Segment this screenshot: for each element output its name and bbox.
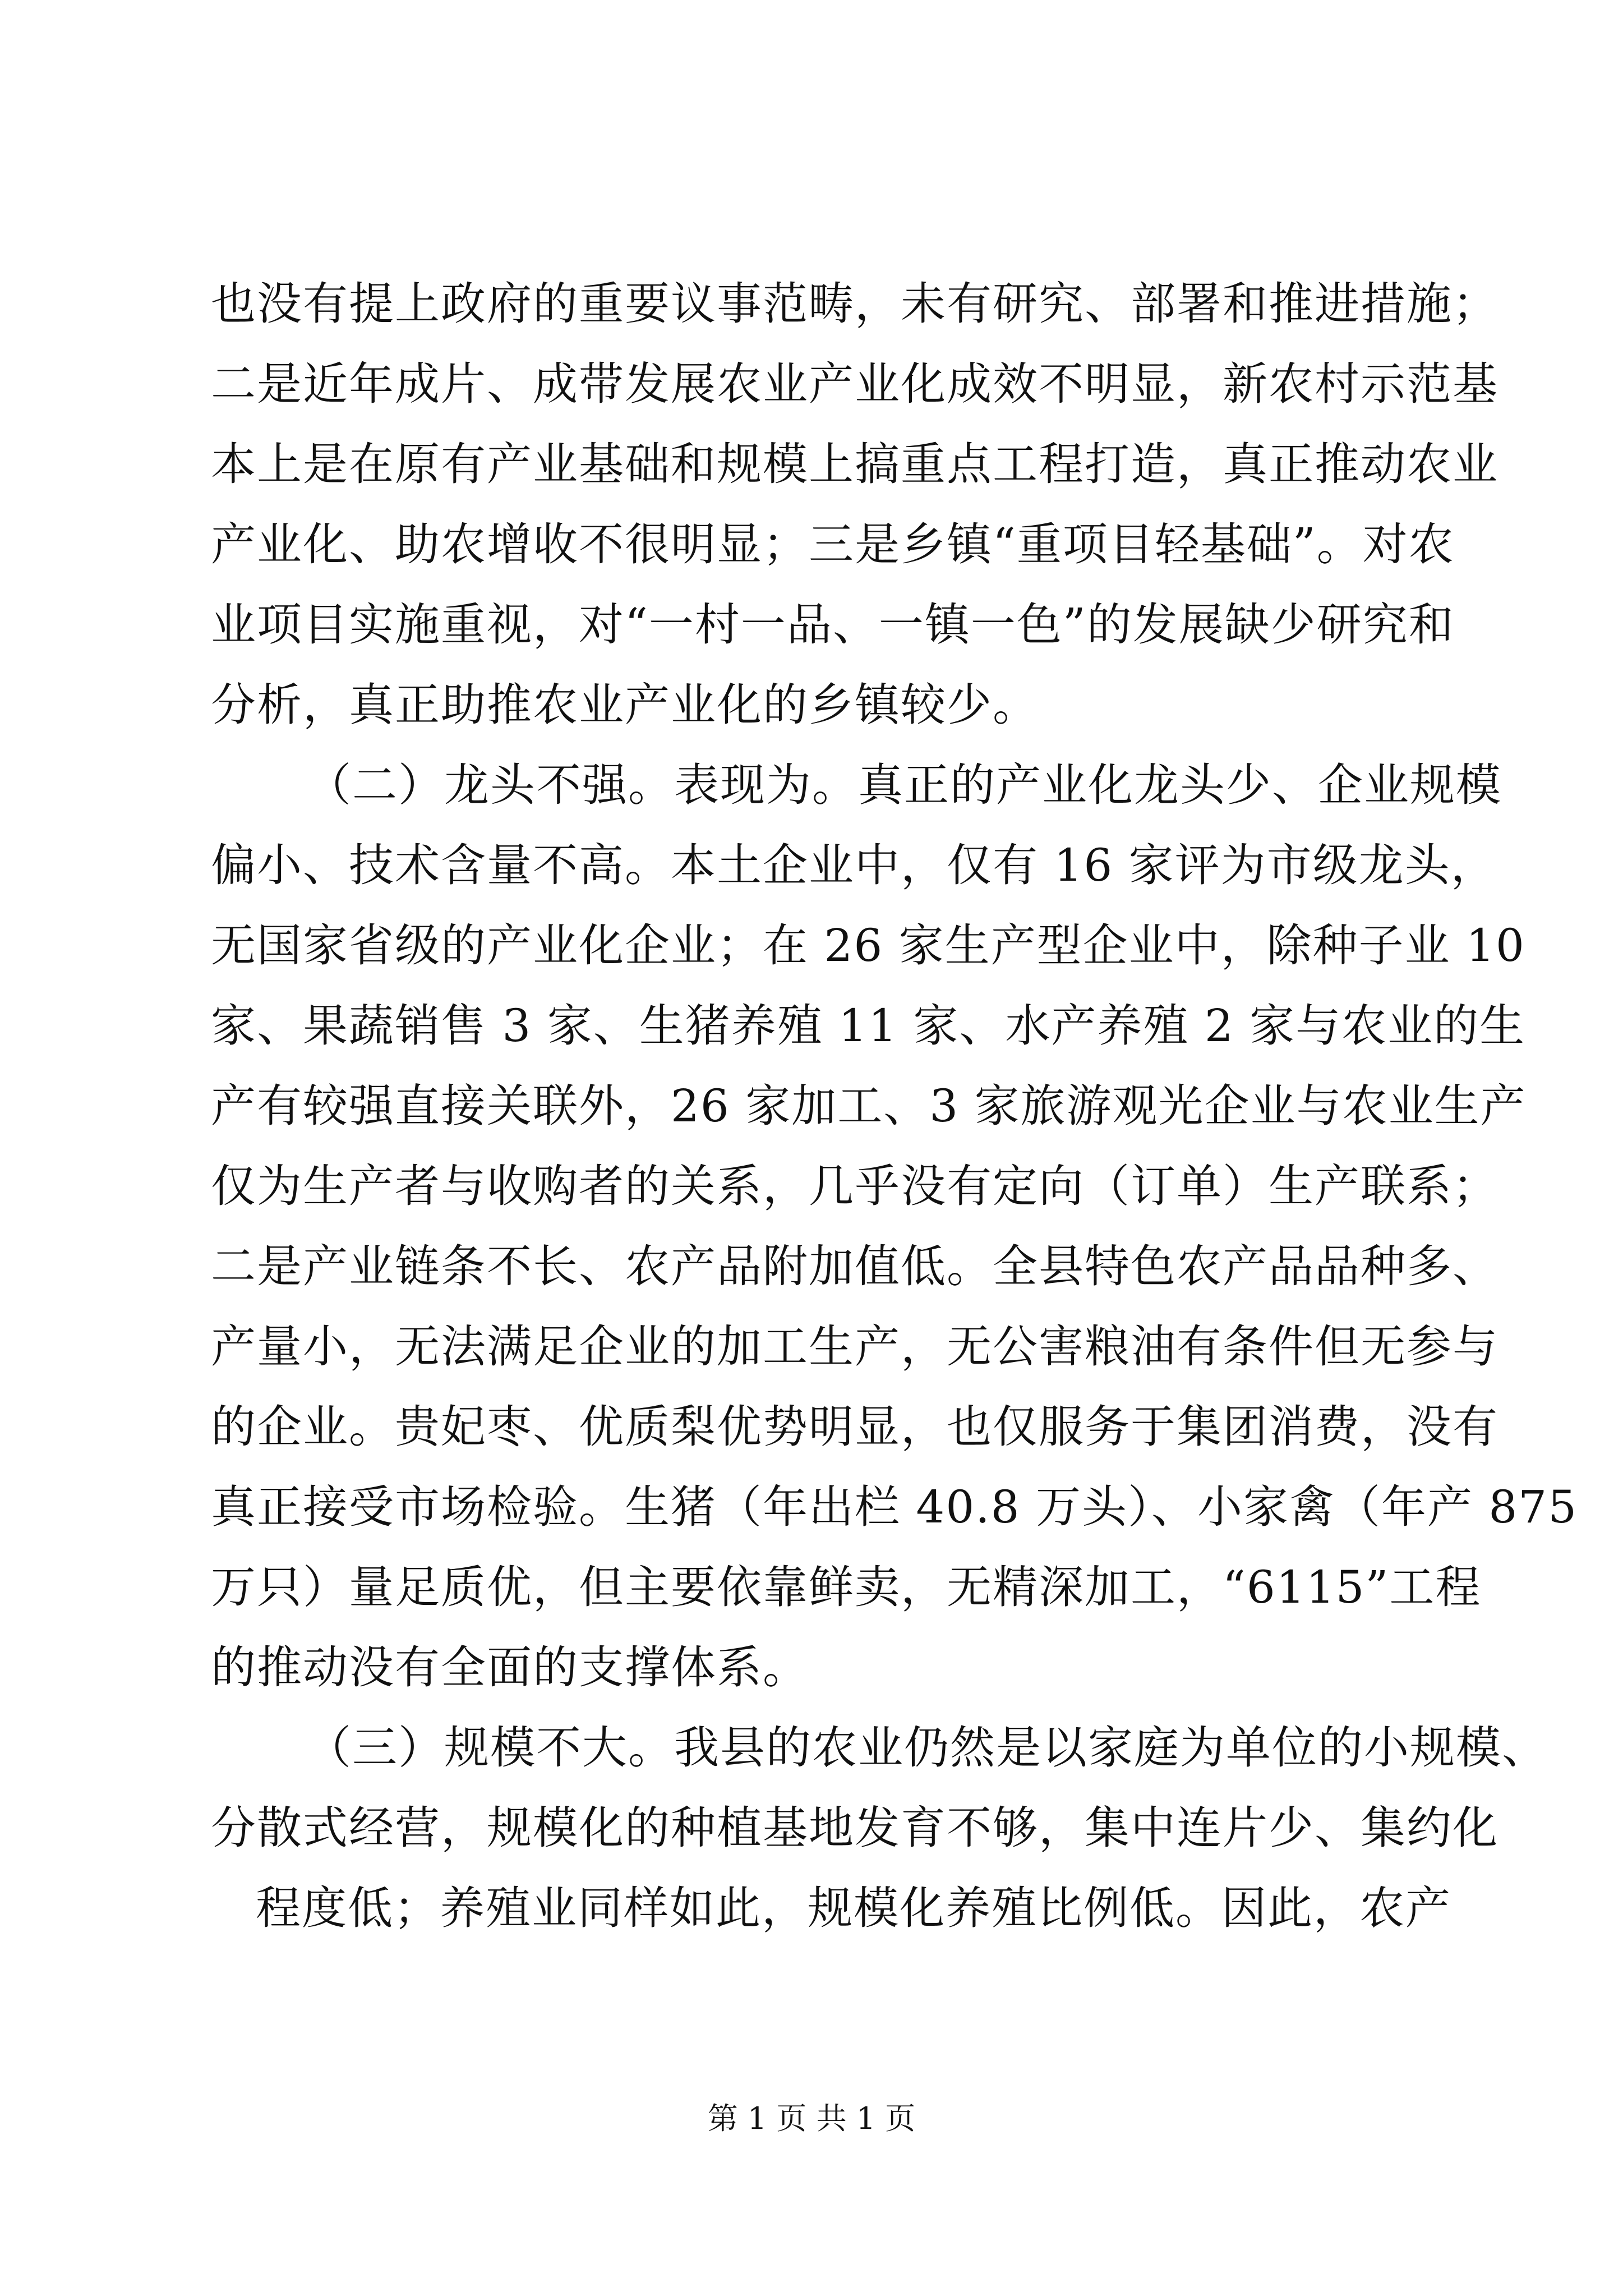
text-line: 分析，真正助推农业产业化的乡镇较少。 xyxy=(211,679,1039,731)
text-line: 家、果蔬销售 3 家、生猪养殖 11 家、水产养殖 2 家与农业的生 xyxy=(211,1000,1526,1052)
text-line: 真正接受市场检验。生猪（年出栏 40.8 万头）、小家禽（年产 875 xyxy=(211,1481,1578,1533)
text-line: 产量小，无法满足企业的加工生产，无公害粮油有条件但无参与 xyxy=(211,1320,1498,1373)
paragraph-heading-line: （二）龙头不强。表现为。真正的产业化龙头少、企业规模 xyxy=(306,759,1502,811)
text-line: 分散式经营，规模化的种植基地发育不够，集中连片少、集约化 xyxy=(211,1802,1498,1854)
text-line: 产业化、助农增收不很明显；三是乡镇“重项目轻基础”。对农 xyxy=(211,518,1455,570)
page-footer: 第 1 页 共 1 页 xyxy=(707,2101,916,2136)
text-line: 二是近年成片、成带发展农业产业化成效不明显，新农村示范基 xyxy=(211,358,1498,410)
text-line: 本上是在原有产业基础和规模上搞重点工程打造，真正推动农业 xyxy=(211,438,1498,490)
text-line: 二是产业链条不长、农产品附加值低。全县特色农产品品种多、 xyxy=(211,1240,1498,1292)
text-line: 万只）量足质优，但主要依靠鲜卖，无精深加工，“6115”工程 xyxy=(211,1561,1482,1613)
text-line: 程度低；养殖业同样如此，规模化养殖比例低。因此，农产 xyxy=(256,1882,1451,1934)
text-line: 的企业。贵妃枣、优质梨优势明显，也仅服务于集团消费，没有 xyxy=(211,1401,1498,1453)
text-line: 产有较强直接关联外，26 家加工、3 家旅游观光企业与农业生产 xyxy=(211,1080,1527,1132)
text-line: 业项目实施重视，对“一村一品、一镇一色”的发展缺少研究和 xyxy=(211,599,1455,651)
text-line: 也没有提上政府的重要议事范畴，未有研究、部署和推进措施； xyxy=(211,278,1498,330)
text-line: 无国家省级的产业化企业；在 26 家生产型企业中，除种子业 10 xyxy=(211,919,1525,972)
text-line: 的推动没有全面的支撑体系。 xyxy=(211,1641,809,1694)
text-line: 偏小、技术含量不高。本土企业中，仅有 16 家评为市级龙头， xyxy=(211,839,1497,891)
text-line: 仅为生产者与收购者的关系，几乎没有定向（订单）生产联系； xyxy=(211,1160,1498,1212)
paragraph-heading-line: （三）规模不大。我县的农业仍然是以家庭为单位的小规模、 xyxy=(306,1722,1548,1774)
